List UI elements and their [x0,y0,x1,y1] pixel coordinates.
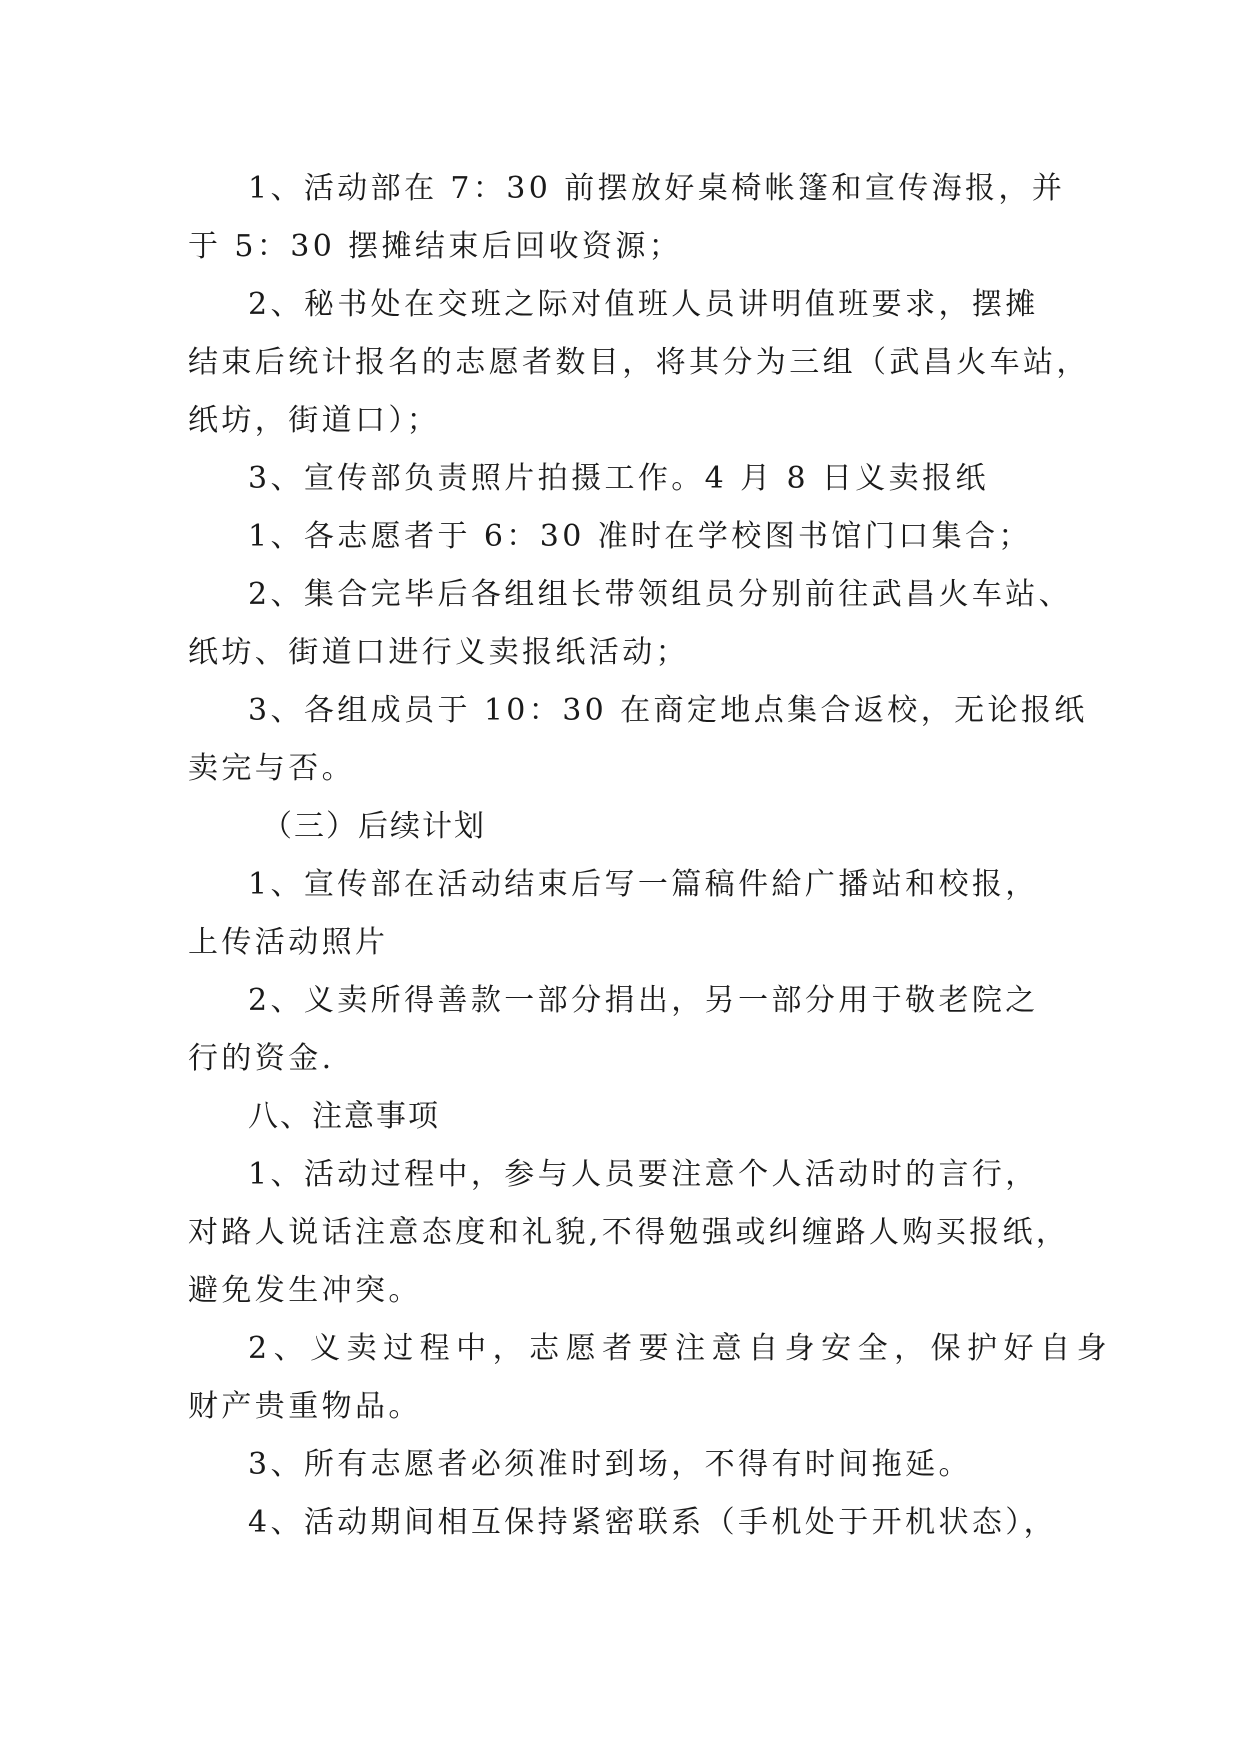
paragraph-line: 纸坊、街道口进行义卖报纸活动； [188,635,689,670]
paragraph-line: 4、活动期间相互保持紧密联系（手机处于开机状态）， [248,1505,1058,1540]
paragraph-line: 1、宣传部在活动结束后写一篇稿件給广播站和校报， [248,867,1039,902]
paragraph-line: 纸坊，街道口）； [188,403,441,438]
paragraph-line: 2、义卖过程中，志愿者要注意自身安全，保护好自身 [248,1331,1114,1366]
paragraph-line: 财产贵重物品。 [188,1389,422,1424]
paragraph-line: 结束后统计报名的志愿者数目，将其分为三组（武昌火车站， [188,345,1090,380]
paragraph-line: 3、所有志愿者必须准时到场，不得有时间拖延。 [248,1447,972,1482]
section-heading: （三）后续计划 [262,809,486,844]
section-heading: 八、注意事项 [248,1099,440,1134]
paragraph-line: 3、宣传部负责照片拍摄工作。4 月 8 日义卖报纸 [248,461,989,496]
paragraph-line: 避免发生冲突。 [188,1273,422,1308]
paragraph-line: 2、义卖所得善款一部分捐出，另一部分用于敬老院之 [248,983,1039,1018]
paragraph-line: 1、活动部在 7：30 前摆放好桌椅帐篷和宣传海报，并 [248,171,1066,206]
paragraph-line: 1、活动过程中，参与人员要注意个人活动时的言行， [248,1157,1039,1192]
paragraph-line: 2、秘书处在交班之际对值班人员讲明值班要求，摆摊 [248,287,1039,322]
paragraph-line: 上传活动照片 [188,925,389,960]
paragraph-line: 2、集合完毕后各组组长带领组员分别前往武昌火车站、 [248,577,1073,612]
paragraph-line: 于 5：30 摆摊结束后回收资源； [188,229,683,264]
paragraph-line: 1、各志愿者于 6：30 准时在学校图书馆门口集合； [248,519,1032,554]
paragraph-line: 对路人说话注意态度和礼貌,不得勉强或纠缠路人购买报纸， [188,1215,1070,1250]
paragraph-line: 行的资金. [188,1041,335,1076]
paragraph-line: 3、各组成员于 10：30 在商定地点集合返校，无论报纸 [248,693,1088,728]
paragraph-line: 卖完与否。 [188,751,355,786]
document-body [188,160,1114,1552]
